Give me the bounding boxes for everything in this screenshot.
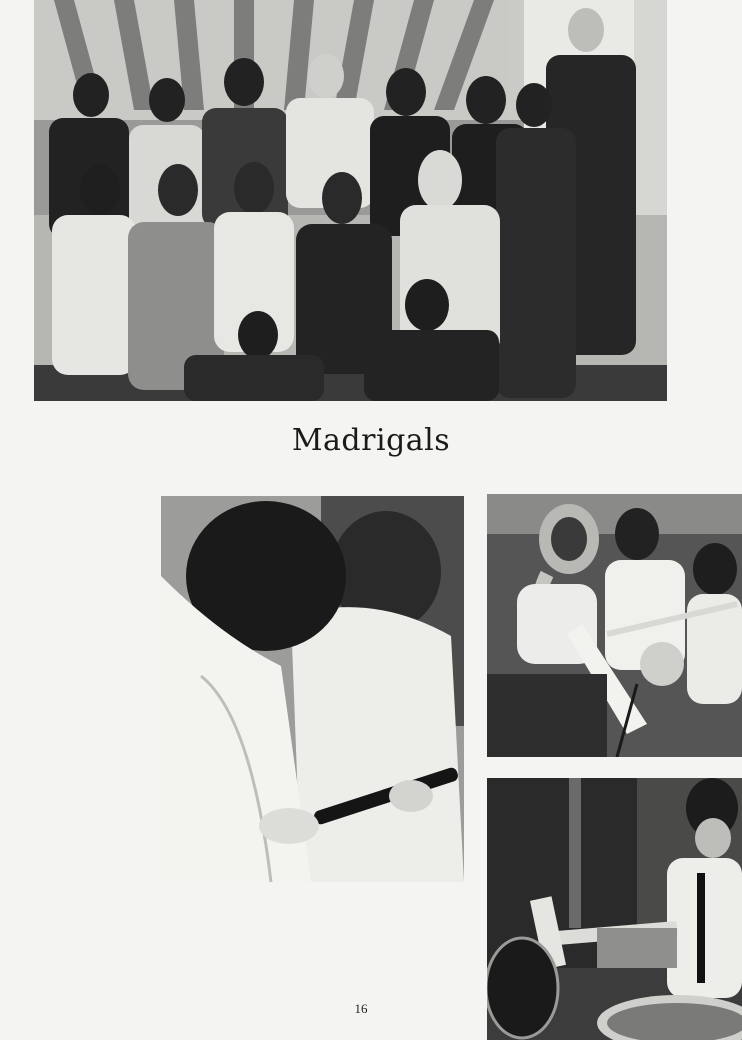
page-number: 16 xyxy=(354,1001,368,1016)
flute-student-photo xyxy=(161,496,464,882)
brass-section-photo xyxy=(487,494,742,757)
page-title: Madrigals xyxy=(291,423,451,458)
group-portrait-photo xyxy=(34,0,667,401)
